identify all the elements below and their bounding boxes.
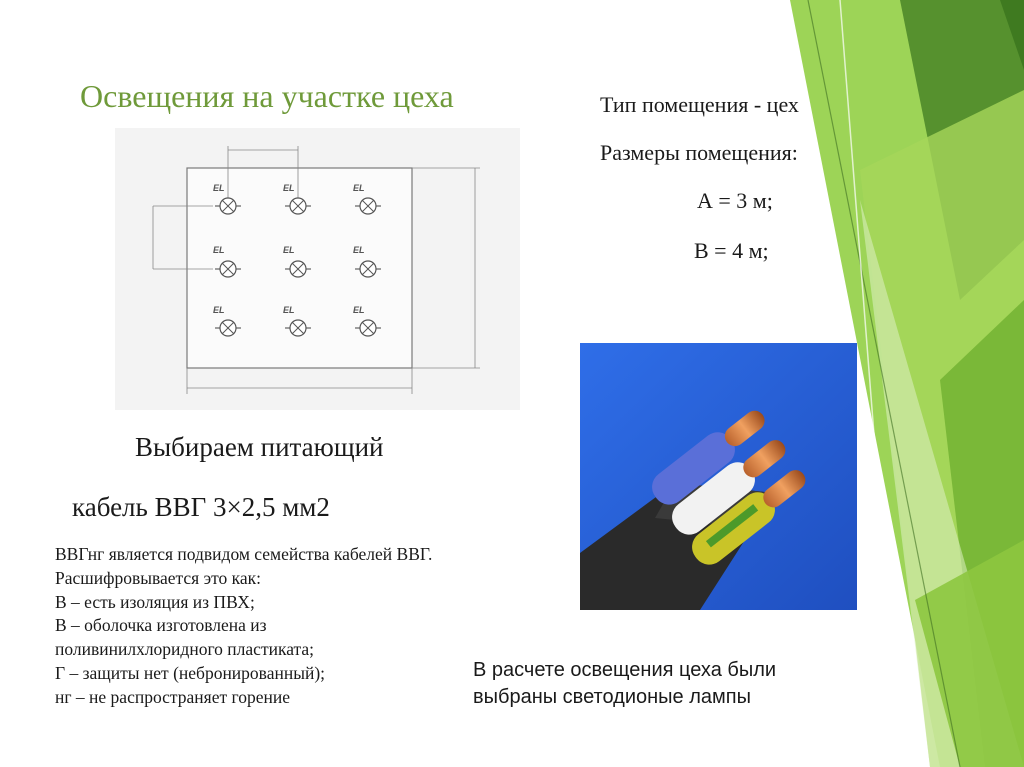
led-note-line: выбраны светодионые лампы xyxy=(473,686,751,708)
cable-choice-heading: Выбираем питающий xyxy=(135,432,384,462)
svg-text:EL: EL xyxy=(283,305,295,315)
svg-text:EL: EL xyxy=(213,305,225,315)
description-line: ВВГнг является подвидом семейства кабелей ВВГ. xyxy=(55,544,433,564)
cable-image xyxy=(580,343,857,610)
svg-text:EL: EL xyxy=(353,305,365,315)
description-line: поливинилхлоридного пластиката; xyxy=(55,639,314,660)
svg-text:EL: EL xyxy=(213,245,225,255)
svg-text:EL: EL xyxy=(283,245,295,255)
cable-type-heading: кабель ВВГ 3×2,5 мм2 xyxy=(72,492,330,522)
led-note-line: В расчете освещения цеха были xyxy=(473,659,777,681)
description-line: Расшифровывается это как: xyxy=(55,567,262,588)
svg-text:EL: EL xyxy=(283,183,295,193)
dimension-a-text: А = 3 м; xyxy=(697,188,773,213)
room-type-text: Тип помещения - цех xyxy=(600,92,799,117)
description-line: В – есть изоляция из ПВХ; xyxy=(55,591,255,612)
description-line: В – оболочка изготовлена из xyxy=(55,615,267,636)
room-dimensions-heading: Размеры помещения: xyxy=(600,140,798,165)
description-line: Г – защиты нет (небронированный); xyxy=(55,662,326,683)
slide-title: Освещения на участке цеха xyxy=(80,78,454,114)
dimension-b-text: В = 4 м; xyxy=(694,238,769,263)
lighting-plan-diagram xyxy=(115,128,520,410)
svg-text:EL: EL xyxy=(213,183,225,193)
svg-text:EL: EL xyxy=(353,245,365,255)
svg-text:EL: EL xyxy=(353,183,365,193)
cable-description xyxy=(55,543,432,710)
led-note xyxy=(473,657,776,711)
description-line: нг – не распространяет горение xyxy=(55,686,290,707)
